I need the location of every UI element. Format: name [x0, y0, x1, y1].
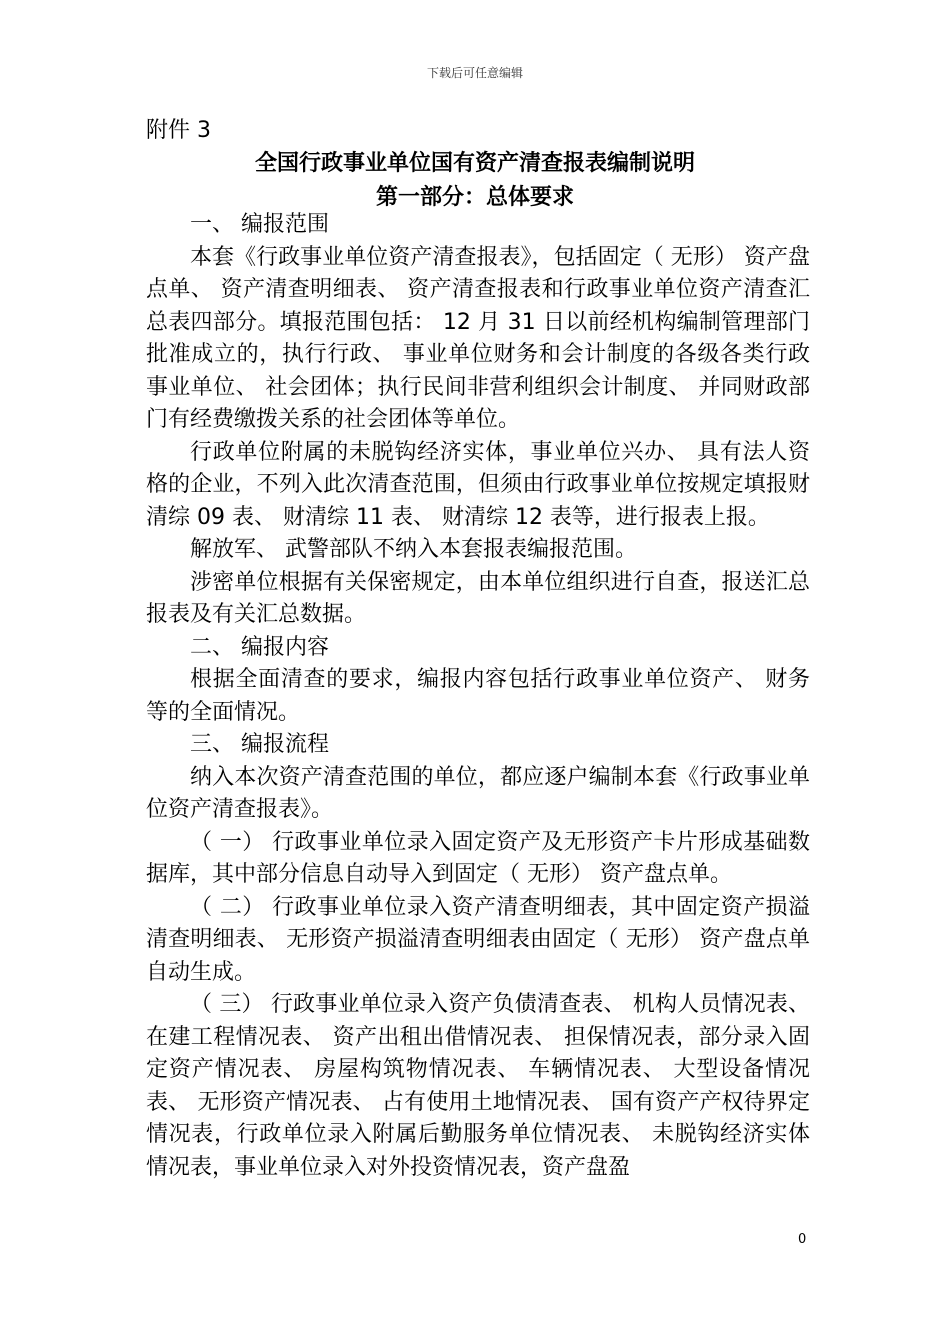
- paragraph: （ 二） 行政事业单位录入资产清查明细表，其中固定资产损溢清查明细表、 无形资产损溢清查明细表由固定（ 无形） 资产盘点单自动生成。: [146, 894, 810, 985]
- paragraph: 行政单位附属的未脱钩经济实体，事业单位兴办、 具有法人资格的企业，不列入此次清查范围，但须由行政事业单位按规定填报财清综 09 表、 财清综 11 表、 财清综 12 表等，进行报表上报。: [146, 439, 810, 530]
- document-subtitle: 第一部分：总体要求: [375, 185, 574, 210]
- paragraph: （ 一） 行政事业单位录入固定资产及无形资产卡片形成基础数据库，其中部分信息自动导入到固定（ 无形） 资产盘点单。: [146, 829, 810, 887]
- paragraph: 涉密单位根据有关保密规定，由本单位组织进行自查，报送汇总报表及有关汇总数据。: [146, 569, 810, 627]
- paragraph: 解放军、 武警部队不纳入本套报表编报范围。: [190, 537, 637, 562]
- document-title: 全国行政事业单位国有资产清查报表编制说明: [254, 151, 695, 176]
- section-heading-content: 二、 编报内容: [190, 634, 329, 660]
- paragraph: 纳入本次资产清查范围的单位，都应逐户编制本套《行政事业单位资产清查报表》。: [146, 764, 810, 822]
- attachment-label: 附件 3: [146, 118, 211, 143]
- page-number: 0: [798, 1232, 807, 1247]
- section-heading-scope: 一、 编报范围: [190, 212, 329, 237]
- paragraph: 本套《行政事业单位资产清查报表》，包括固定（ 无形） 资产盘点单、 资产清查明细表、 资产清查报表和行政事业单位资产清查汇总表四部分。填报范围包括： 12 月 31 日以前经机构编制管理部门批准成立的，执行行政、 事业单位财务和会计制度的各级各类行政事业单位、 社会团体；执行民间非营利组织会计制度、 并同财政部门有经费缴拨关系的社会团体等单位。: [146, 244, 810, 432]
- page-header: 下载后可任意编辑: [426, 66, 523, 80]
- section-heading-process: 三、 编报流程: [190, 732, 329, 757]
- paragraph: 根据全面清查的要求，编报内容包括行政事业单位资产、 财务等的全面情况。: [146, 667, 810, 725]
- document-body: [146, 209, 810, 1184]
- paragraph: （ 三） 行政事业单位录入资产负债清查表、 机构人员情况表、 在建工程情况表、 资产出租出借情况表、 担保情况表，部分录入固定资产情况表、 房屋构筑物情况表、 车辆情况表、 大型设备情况表、 无形资产情况表、 占有使用土地情况表、 国有资产产权待界定情况表，行政单位录入附属后勤服务单位情况表、 未脱钩经济实体情况表，事业单位录入对外投资情况表，资产盘盈: [146, 992, 810, 1180]
